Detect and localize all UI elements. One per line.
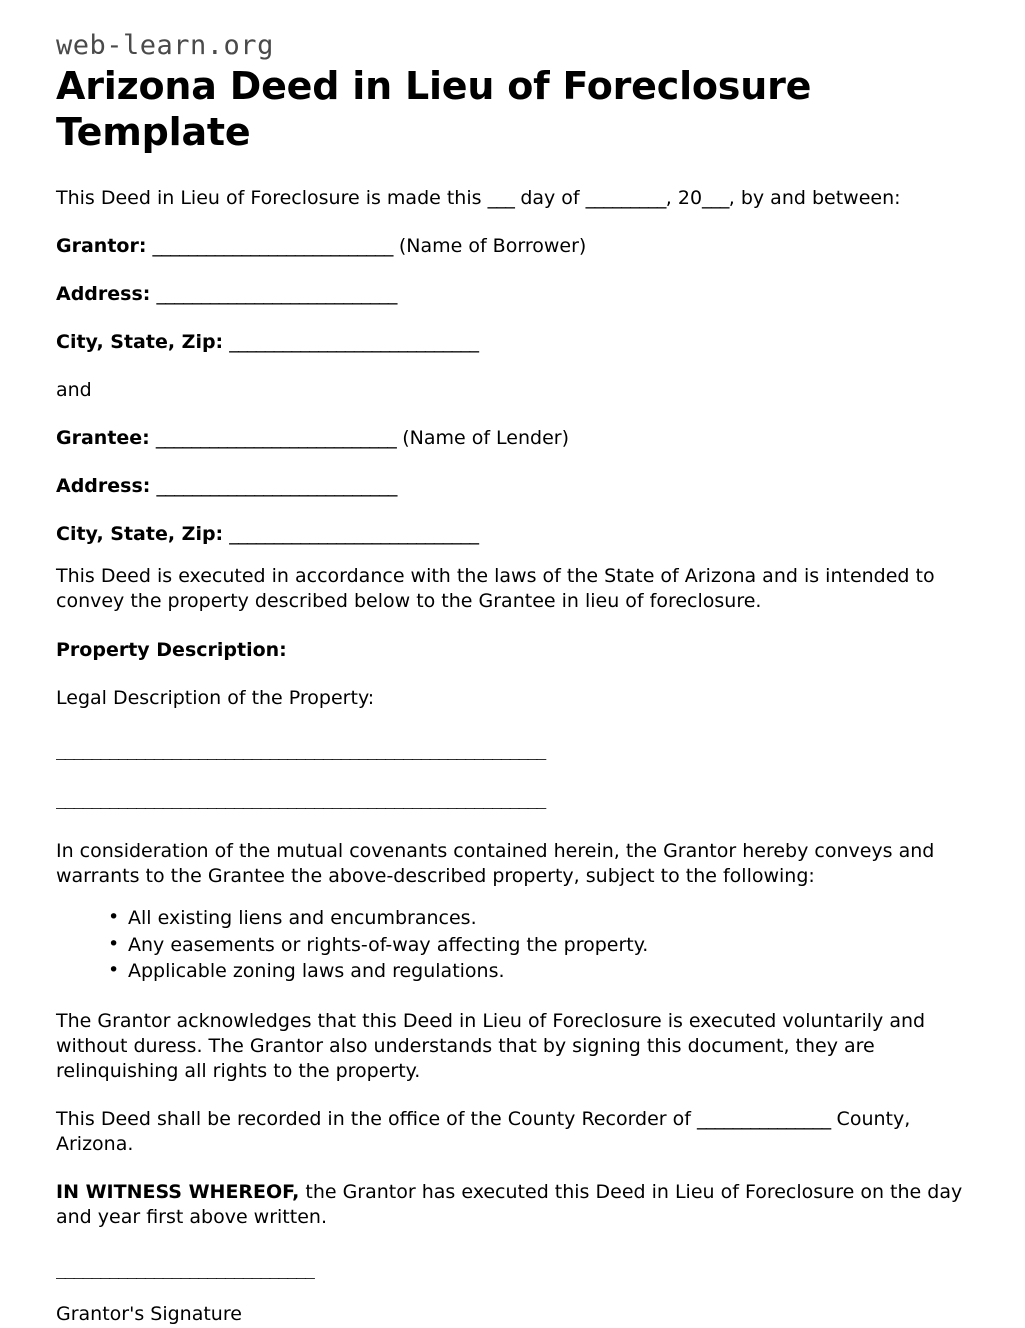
grantee-city-blank[interactable]: ____________________________ xyxy=(229,523,479,546)
grantee-city-field xyxy=(56,522,963,547)
intro-text-1: This Deed in Lieu of Foreclosure is made this xyxy=(56,186,488,209)
grantee-blank[interactable]: ___________________________ xyxy=(155,427,397,450)
spacer xyxy=(56,1084,963,1107)
execution-paragraph: This Deed is executed in accordance with the laws of the State of Arizona and is intended to convey the property described below to the Grantee in lieu of foreclosure. xyxy=(56,565,935,613)
spacer xyxy=(56,307,963,330)
recording-paragraph xyxy=(56,1107,963,1157)
spacer xyxy=(56,1157,963,1180)
signature-label: Grantor's Signature xyxy=(56,1303,242,1326)
grantor-note: (Name of Borrower) xyxy=(398,234,587,257)
grantor-blank[interactable]: ___________________________ xyxy=(152,234,393,257)
consideration-paragraph: In consideration of the mutual covenants contained herein, the Grantor hereby conveys and warrants to the Grantee the above-described property, subject to the following: xyxy=(56,839,935,887)
conjunction-and: and xyxy=(56,379,92,402)
intro-text-2: day of xyxy=(514,186,586,209)
site-watermark: web-learn.org xyxy=(56,30,274,61)
spacer xyxy=(56,663,963,686)
grantor-city-blank[interactable]: ____________________________ xyxy=(229,330,479,353)
spacer xyxy=(56,156,963,186)
list-item: • All existing liens and encumbrances. xyxy=(108,906,963,931)
property-description-heading: Property Description: xyxy=(56,638,287,661)
recording-text-1: This Deed shall be recorded in the office of the County Recorder of xyxy=(56,1108,697,1131)
intro-text-3: , 20 xyxy=(665,186,703,209)
intro-text-4: , by and between: xyxy=(728,186,901,209)
grantor-city-field xyxy=(56,330,963,355)
spacer xyxy=(56,499,963,522)
grantee-address-blank[interactable]: ___________________________ xyxy=(156,475,397,498)
spacer xyxy=(56,711,963,741)
grantee-address-field xyxy=(56,474,963,499)
grantor-address-label: Address: xyxy=(56,282,151,305)
spacer xyxy=(56,986,963,1009)
intro-blank-day[interactable]: ___ xyxy=(487,186,515,209)
spacer xyxy=(56,760,963,790)
list-item: • Applicable zoning laws and regulations. xyxy=(108,959,963,984)
grantee-label: Grantee: xyxy=(56,427,150,450)
spacer xyxy=(56,547,963,564)
intro-blank-month[interactable]: _________ xyxy=(585,186,666,209)
recording-text-2: County, Arizona. xyxy=(56,1108,911,1156)
legal-description-label: Legal Description of the Property: xyxy=(56,686,375,709)
grantor-address-field xyxy=(56,282,963,307)
spacer xyxy=(56,259,963,282)
spacer xyxy=(56,615,963,638)
spacer xyxy=(56,889,963,906)
grantee-field xyxy=(56,426,963,451)
recording-county-blank[interactable]: _______________ xyxy=(697,1108,831,1131)
grantee-note: (Name of Lender) xyxy=(402,427,570,450)
acknowledgment-paragraph: The Grantor acknowledges that this Deed in Lieu of Foreclosure is executed voluntarily and without duress. The Grantor also understands that by signing this document, they are relinquishing all rights to the property. xyxy=(56,1009,926,1083)
spacer xyxy=(56,403,963,426)
spacer xyxy=(56,211,963,234)
conditions-list xyxy=(56,906,963,984)
signature-blank-line[interactable]: _____________________________ xyxy=(56,1260,315,1280)
grantor-address-blank[interactable]: ___________________________ xyxy=(156,282,397,305)
intro-paragraph xyxy=(56,186,963,211)
grantor-field xyxy=(56,234,963,259)
grantor-city-label: City, State, Zip: xyxy=(56,330,224,353)
grantee-city-label: City, State, Zip: xyxy=(56,523,224,546)
legal-description-blank-1[interactable]: _______________________________________________________ xyxy=(56,740,546,760)
spacer xyxy=(56,451,963,474)
page-title: Arizona Deed in Lieu of Foreclosure Template xyxy=(56,64,812,155)
witness-paragraph xyxy=(56,1180,963,1230)
intro-blank-year[interactable]: ___ xyxy=(702,186,729,209)
spacer xyxy=(56,1230,963,1260)
spacer xyxy=(56,1279,963,1302)
witness-lead: IN WITNESS WHEREOF, xyxy=(56,1181,300,1204)
grantee-address-label: Address: xyxy=(56,475,151,498)
grantor-label: Grantor: xyxy=(56,234,147,257)
list-item: • Any easements or rights-of-way affecting the property. xyxy=(108,933,963,958)
spacer xyxy=(56,809,963,839)
spacer xyxy=(56,355,963,378)
witness-rest: the Grantor has executed this Deed in Lieu of Foreclosure on the day and year first above written. xyxy=(56,1181,963,1229)
legal-description-blank-2[interactable]: _______________________________________________________ xyxy=(56,789,546,809)
